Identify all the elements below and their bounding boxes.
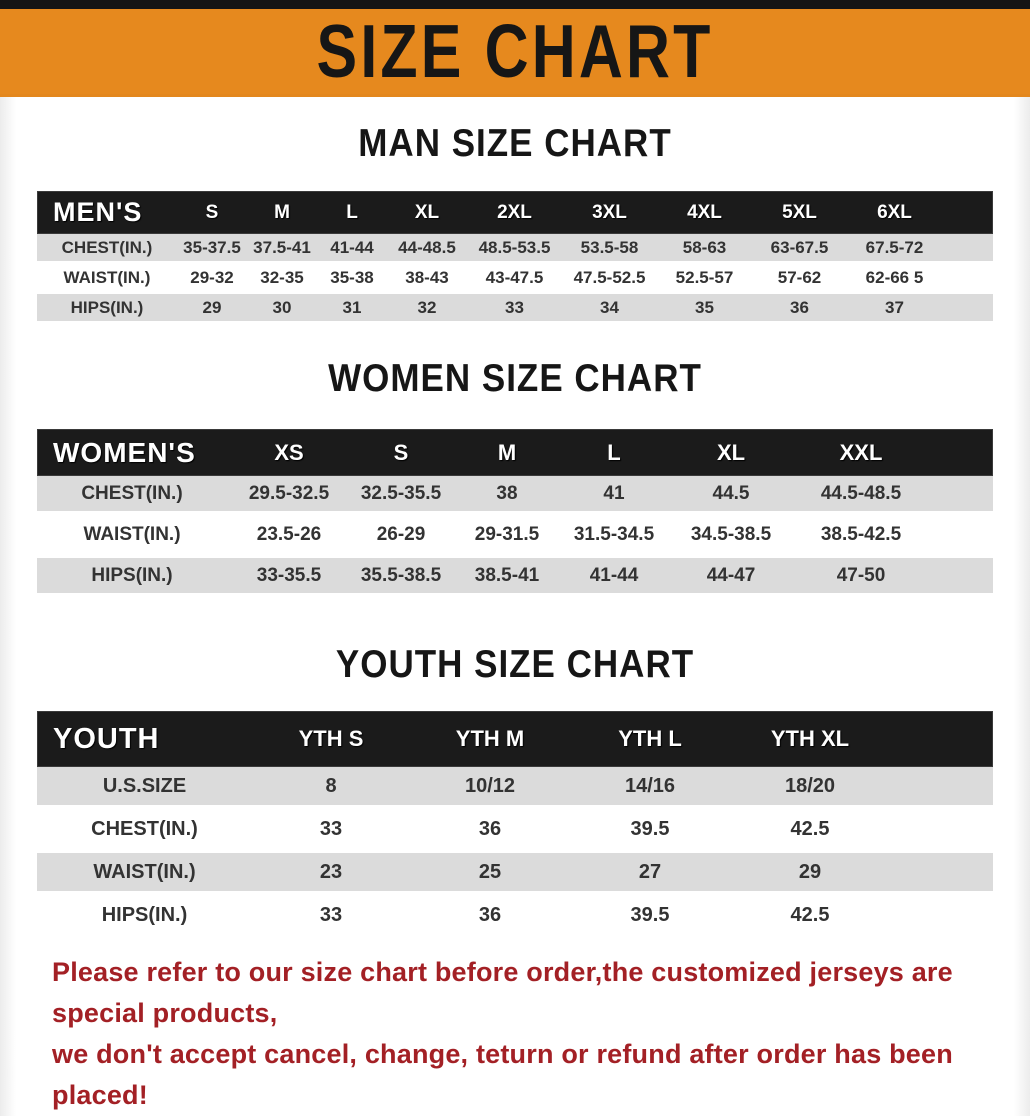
youth-table-header <box>37 711 993 767</box>
table-cell: 38.5-42.5 <box>820 523 902 545</box>
table-cell: 8 <box>325 774 337 797</box>
table-cell: 47-50 <box>836 564 886 586</box>
column-header: S <box>205 201 219 223</box>
table-cell: 29 <box>202 297 222 317</box>
table-cell: 14/16 <box>624 774 676 797</box>
banner <box>0 9 1030 97</box>
table-cell: 39.5 <box>630 903 670 926</box>
table-cell: 25 <box>478 860 502 883</box>
table-corner-label: YOUTH <box>53 722 160 755</box>
table-cell: 41-44 <box>330 237 374 257</box>
footer-line-2: we don't accept cancel, change, teturn or refund after order has been placed! <box>52 1039 953 1110</box>
table-corner-label: WOMEN'S <box>53 436 196 468</box>
table-cell: 34.5-38.5 <box>690 523 772 545</box>
column-header: L <box>607 439 621 465</box>
table-cell: 38 <box>496 482 518 504</box>
column-header: YTH L <box>618 726 682 751</box>
row-label: WAIST(IN.) <box>93 860 196 883</box>
table-cell: 58-63 <box>682 237 727 257</box>
men-section-heading: MAN SIZE CHART <box>358 122 672 165</box>
column-header: 5XL <box>782 201 817 223</box>
table-cell: 18/20 <box>784 774 836 797</box>
women-table-body <box>37 476 993 593</box>
column-header: 4XL <box>687 201 722 223</box>
row-label: CHEST(IN.) <box>91 817 198 840</box>
table-cell: 33 <box>319 903 343 926</box>
column-header: YTH XL <box>770 726 850 751</box>
table-corner-label: MEN'S <box>53 197 143 227</box>
table-row <box>37 476 993 511</box>
table-cell: 44.5 <box>712 482 750 504</box>
column-header: 3XL <box>592 201 627 223</box>
table-cell: 31 <box>342 297 362 317</box>
row-label: CHEST(IN.) <box>81 482 183 504</box>
men-table-header <box>37 191 993 234</box>
column-header: XL <box>414 201 440 223</box>
table-cell: 31.5-34.5 <box>573 523 655 545</box>
table-cell: 32.5-35.5 <box>360 482 442 504</box>
table-cell: 42.5 <box>790 817 830 840</box>
table-row <box>37 294 993 321</box>
table-row <box>37 767 993 805</box>
table-row <box>37 517 993 552</box>
row-label: WAIST(IN.) <box>63 267 151 287</box>
women-size-section <box>0 359 1030 593</box>
table-cell: 29-32 <box>190 267 234 287</box>
table-cell: 36 <box>478 903 502 926</box>
row-label: HIPS(IN.) <box>70 297 144 317</box>
table-cell: 37 <box>885 297 904 317</box>
table-cell: 41 <box>603 482 625 504</box>
table-cell: 36 <box>790 297 809 317</box>
table-cell: 48.5-53.5 <box>478 237 551 257</box>
row-label: U.S.SIZE <box>102 774 187 797</box>
table-cell: 44.5-48.5 <box>820 482 902 504</box>
table-cell: 38.5-41 <box>474 564 540 586</box>
table-row <box>37 810 993 848</box>
men-table-body <box>37 234 993 321</box>
column-header: XXL <box>839 439 883 465</box>
table-row <box>37 896 993 934</box>
table-cell: 53.5-58 <box>580 237 639 257</box>
table-row <box>37 853 993 891</box>
table-cell: 42.5 <box>790 903 830 926</box>
table-cell: 32 <box>417 297 437 317</box>
column-header: XL <box>716 439 746 465</box>
column-header: YTH S <box>298 726 364 751</box>
table-cell: 26-29 <box>376 523 426 545</box>
table-cell: 62-66 5 <box>865 267 924 287</box>
table-cell: 33-35.5 <box>256 564 322 586</box>
youth-section-heading: YOUTH SIZE CHART <box>335 643 695 686</box>
table-cell: 35 <box>695 297 714 317</box>
row-label: HIPS(IN.) <box>91 564 173 586</box>
women-section-heading: WOMEN SIZE CHART <box>328 357 702 400</box>
footer-note <box>52 952 1030 1116</box>
table-cell: 41-44 <box>589 564 639 586</box>
footer-line-1: Please refer to our size chart before order,the customized jerseys are special products, <box>52 957 953 1028</box>
table-cell: 57-62 <box>777 267 822 287</box>
table-cell: 33 <box>505 297 524 317</box>
table-cell: 44-47 <box>706 564 756 586</box>
table-cell: 38-43 <box>405 267 449 287</box>
table-cell: 34 <box>600 297 619 317</box>
table-cell: 23.5-26 <box>256 523 322 545</box>
table-cell: 36 <box>478 817 502 840</box>
table-cell: 35.5-38.5 <box>360 564 442 586</box>
column-header: YTH M <box>455 726 525 751</box>
men-size-table <box>37 191 993 321</box>
table-cell: 30 <box>272 297 292 317</box>
youth-table-body <box>37 767 993 934</box>
table-cell: 44-48.5 <box>398 237 456 257</box>
youth-size-section <box>0 645 1030 934</box>
banner-title: SIZE CHART <box>316 9 714 94</box>
row-label: CHEST(IN.) <box>61 237 153 257</box>
table-cell: 37.5-41 <box>253 237 311 257</box>
column-header: M <box>497 439 517 465</box>
table-cell: 29.5-32.5 <box>248 482 330 504</box>
table-cell: 63-67.5 <box>770 237 829 257</box>
column-header: L <box>346 201 358 223</box>
table-cell: 67.5-72 <box>865 237 924 257</box>
table-cell: 43-47.5 <box>485 267 544 287</box>
column-header: 2XL <box>497 201 532 223</box>
table-row <box>37 558 993 593</box>
table-cell: 23 <box>319 860 343 883</box>
women-table-header <box>37 429 993 476</box>
youth-size-table <box>37 711 993 934</box>
table-cell: 32-35 <box>260 267 304 287</box>
table-cell: 10/12 <box>464 774 516 797</box>
table-cell: 35-38 <box>330 267 374 287</box>
column-header: XS <box>274 439 304 465</box>
table-cell: 27 <box>638 860 662 883</box>
column-header: M <box>274 201 290 223</box>
table-row <box>37 264 993 291</box>
table-row <box>37 234 993 261</box>
column-header: S <box>393 439 409 465</box>
men-size-section <box>0 124 1030 321</box>
row-label: HIPS(IN.) <box>101 903 188 926</box>
table-cell: 39.5 <box>630 817 670 840</box>
table-cell: 52.5-57 <box>675 267 734 287</box>
table-cell: 33 <box>319 817 343 840</box>
table-cell: 35-37.5 <box>183 237 241 257</box>
women-size-table <box>37 429 993 593</box>
table-cell: 29-31.5 <box>474 523 540 545</box>
row-label: WAIST(IN.) <box>83 523 181 545</box>
table-cell: 47.5-52.5 <box>573 267 646 287</box>
column-header: 6XL <box>877 201 912 223</box>
table-cell: 29 <box>798 860 822 883</box>
